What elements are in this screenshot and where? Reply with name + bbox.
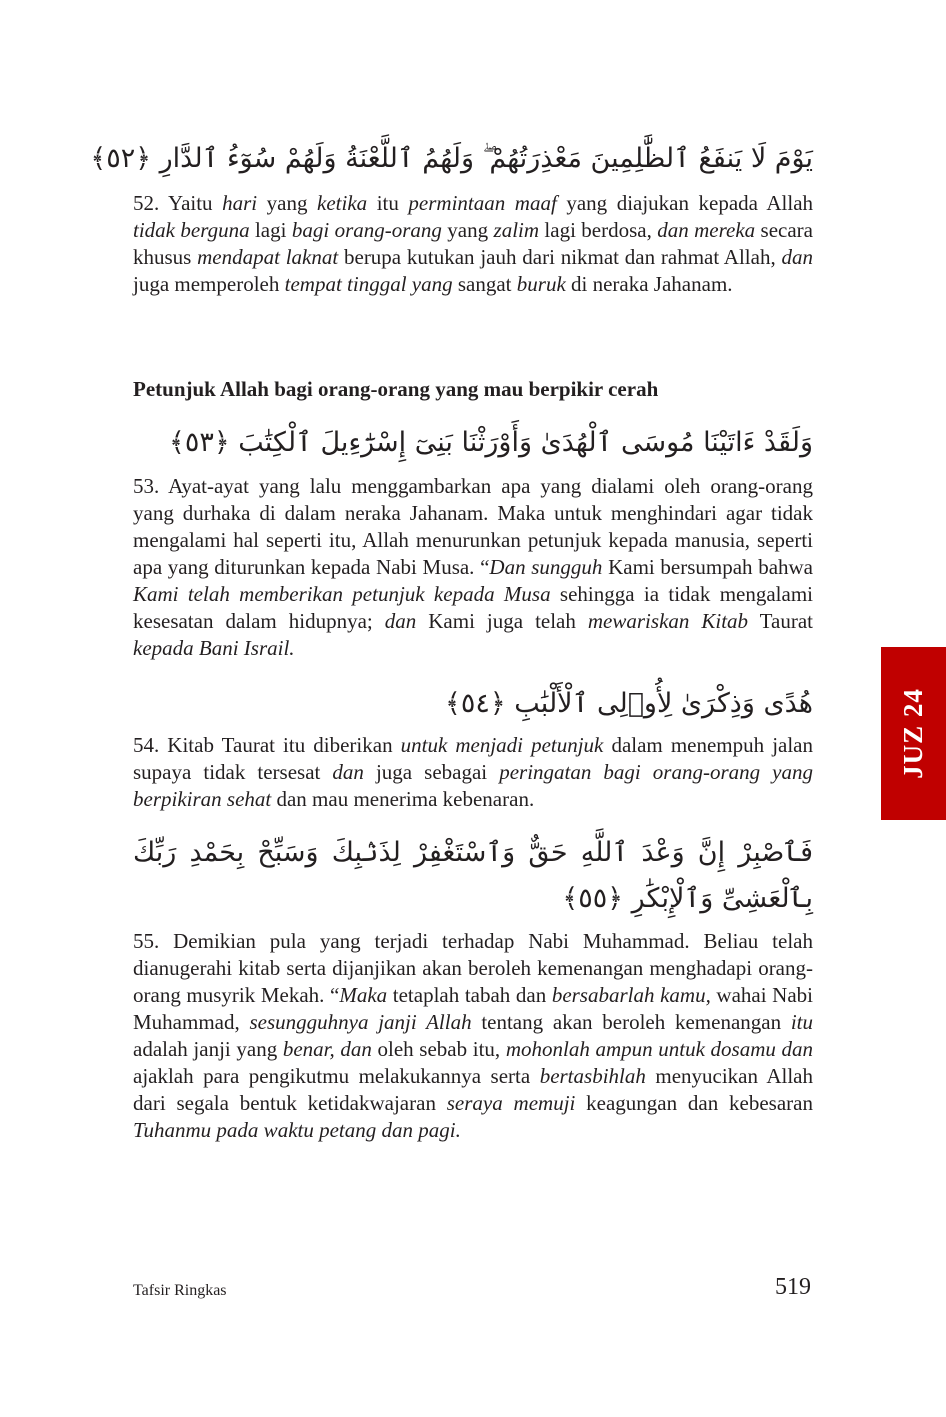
italic-text: kepada Bani Israil.: [133, 636, 295, 660]
italic-text: dan: [332, 760, 364, 784]
text-segment: tetaplah tabah dan: [387, 983, 552, 1007]
section-heading: Petunjuk Allah bagi orang-orang yang mau berpikir cerah: [133, 377, 659, 401]
italic-text: bagi orang-orang: [291, 218, 442, 242]
text-segment: yang diajukan kepada Allah: [556, 191, 814, 215]
text-segment: di neraka Jahanam.: [565, 272, 733, 296]
italic-text: hari: [222, 191, 258, 215]
text-segment: Kami juga telah: [416, 609, 588, 633]
italic-text: mendapat laknat: [197, 245, 339, 269]
tafsir-53: [133, 473, 813, 662]
text-segment: 55. Demikian pula yang terjadi terhadap Nabi Muhammad. Beliau telah dianugerahi kitab serta dijanjikan akan beroleh kemenangan menghadapi orang-orang musyrik Mekah. “: [133, 929, 813, 1007]
tafsir-54: [133, 732, 813, 813]
text-segment: itu: [367, 191, 409, 215]
page-number: 519: [775, 1274, 811, 1300]
text-segment: berupa kutukan jauh dari nikmat dan rahmat Allah,: [338, 245, 782, 269]
text-segment: 52. Yaitu: [133, 191, 223, 215]
italic-text: ketika: [317, 191, 368, 215]
text-segment: keagungan dan kebesaran: [575, 1091, 813, 1115]
italic-text: Kami telah memberikan petunjuk kepada Musa: [133, 582, 551, 606]
text-segment: dalam menempuh jalan supaya tidak tersesat: [133, 733, 814, 784]
italic-text: Dan sungguh: [489, 555, 603, 579]
text-segment: menyucikan Allah dari segala bentuk ketidakwajaran: [133, 1064, 813, 1115]
text-segment: secara khusus: [133, 218, 813, 269]
italic-text: permintaan maaf: [408, 191, 557, 215]
italic-text: untuk menjadi petunjuk: [400, 733, 604, 757]
tafsir-52: [133, 190, 813, 298]
italic-text: dan: [384, 609, 417, 633]
italic-text: seraya memuji: [446, 1091, 576, 1115]
tafsir-55: [133, 928, 813, 1144]
italic-text: bertasbihlah: [539, 1064, 646, 1088]
italic-text: mewariskan Kitab: [587, 609, 749, 633]
text-segment: lagi: [249, 218, 292, 242]
italic-text: tidak berguna: [133, 218, 250, 242]
italic-text: bersabarlah kamu,: [551, 983, 711, 1007]
italic-text: buruk: [516, 272, 566, 296]
text-segment: wahai Nabi Muhammad,: [133, 983, 813, 1034]
text-segment: sangat: [452, 272, 517, 296]
text-segment: 54. Kitab Taurat itu diberikan: [133, 733, 401, 757]
italic-text: mohonlah ampun untuk dosamu dan: [505, 1037, 813, 1061]
italic-text: Tuhanmu pada waktu petang dan pagi.: [133, 1118, 461, 1142]
text-segment: adalah janji yang: [133, 1037, 283, 1061]
italic-text: Maka: [339, 983, 388, 1007]
text-segment: yang: [257, 191, 318, 215]
text-segment: tentang akan beroleh kemenangan: [471, 1010, 791, 1034]
juz-side-tab: [881, 647, 946, 820]
juz-label: JUZ 24: [898, 688, 929, 779]
arabic-verse-52: يَوْمَ لَا يَنفَعُ ٱلظَّٰلِمِينَ مَعْذِرَتُهُمْ ۖ وَلَهُمُ ٱللَّعْنَةُ وَلَهُمْ سُوٓءُ ٱلدَّارِ ﴿٥٢﴾: [90, 143, 813, 174]
text-segment: ajaklah para pengikutmu melakukannya serta: [133, 1064, 540, 1088]
text-segment: Taurat: [748, 609, 814, 633]
italic-text: sesungguhnya janji Allah: [249, 1010, 472, 1034]
arabic-verse-55: فَٱصْبِرْ إِنَّ وَعْدَ ٱللَّهِ حَقٌّ وَٱسْتَغْفِرْ لِذَنۢبِكَ وَسَبِّحْ بِحَمْدِ رَبِّكَ بِٱلْعَشِىِّ وَٱلْإِبْكَٰرِ ﴿٥٥﴾: [133, 837, 813, 914]
italic-text: itu: [790, 1010, 813, 1034]
italic-text: benar, dan: [282, 1037, 372, 1061]
text-segment: oleh sebab itu,: [371, 1037, 506, 1061]
italic-text: zalim: [493, 218, 540, 242]
italic-text: dan: [781, 245, 813, 269]
text-segment: sehingga ia tidak mengalami kesesatan dalam hidupnya;: [133, 582, 813, 633]
text-segment: lagi berdosa,: [539, 218, 658, 242]
italic-text: peringatan bagi orang-orang yang berpikiran sehat: [133, 760, 814, 811]
text-segment: juga sebagai: [363, 760, 500, 784]
arabic-verse-54: هُدًى وَذِكْرَىٰ لِأُو۟لِى ٱلْأَلْبَٰبِ ﴿٥٤﴾: [445, 688, 813, 719]
italic-text: dan mereka: [657, 218, 756, 242]
text-segment: dan mau menerima kebenaran.: [271, 787, 535, 811]
arabic-verse-53: وَلَقَدْ ءَاتَيْنَا مُوسَى ٱلْهُدَىٰ وَأَوْرَثْنَا بَنِىٓ إِسْرَٰٓءِيلَ ٱلْكِتَٰبَ ﴿٥٣﴾: [169, 427, 813, 458]
footer-book-title: Tafsir Ringkas: [133, 1282, 227, 1299]
text-segment: juga memperoleh: [133, 272, 285, 296]
text-segment: Kami bersumpah bahwa: [602, 555, 813, 579]
text-segment: yang: [441, 218, 494, 242]
text-segment: 53. Ayat-ayat yang lalu menggambarkan apa yang dialami oleh orang-orang yang durhaka di dalam neraka Jahanam. Maka untuk menghindari agar tidak mengalami hal seperti itu, Allah menurunkan petunjuk kepada manusia, seperti apa yang diturunkan kepada Nabi Musa. “: [133, 474, 813, 579]
italic-text: tempat tinggal yang: [284, 272, 453, 296]
